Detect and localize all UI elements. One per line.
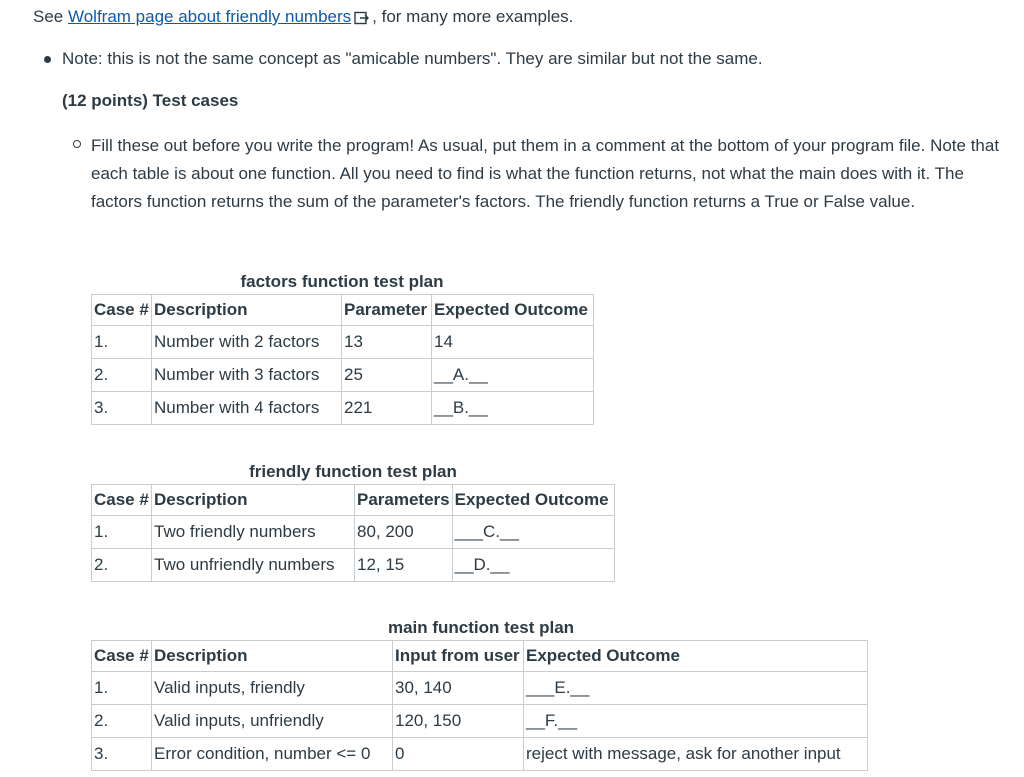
- column-header: Description: [152, 485, 355, 516]
- table-cell: 0: [393, 738, 524, 771]
- table-cell: 1.: [92, 516, 152, 549]
- table-row: [92, 516, 615, 549]
- column-header: Input from user: [393, 641, 524, 672]
- friendly-table: [91, 484, 615, 582]
- column-header: Case #: [92, 295, 152, 326]
- table-row: [92, 738, 868, 771]
- table-cell: Valid inputs, unfriendly: [152, 705, 393, 738]
- intro-prefix: See: [33, 7, 68, 26]
- column-header: Expected Outcome: [452, 485, 614, 516]
- table-cell: 13: [342, 326, 432, 359]
- table-cell: __B.__: [432, 392, 594, 425]
- table-row: [92, 549, 615, 582]
- friendly-table-caption: friendly function test plan: [249, 462, 457, 481]
- table-row: [92, 326, 594, 359]
- friendly-test-plan: [91, 460, 615, 582]
- circle-bullet-icon: [73, 140, 81, 148]
- table-cell: 25: [342, 359, 432, 392]
- factors-table-caption: factors function test plan: [240, 272, 444, 291]
- table-row: [92, 359, 594, 392]
- table-cell: reject with message, ask for another input: [524, 738, 868, 771]
- table-cell: 2.: [92, 359, 152, 392]
- table-cell: Two friendly numbers: [152, 516, 355, 549]
- table-row: [92, 705, 868, 738]
- factors-table: [91, 294, 594, 425]
- table-cell: 120, 150: [393, 705, 524, 738]
- table-cell: 12, 15: [355, 549, 453, 582]
- table-cell: 1.: [92, 326, 152, 359]
- table-cell: Number with 2 factors: [152, 326, 342, 359]
- table-cell: 30, 140: [393, 672, 524, 705]
- table-header-row: [92, 295, 594, 326]
- table-cell: Valid inputs, friendly: [152, 672, 393, 705]
- table-cell: 80, 200: [355, 516, 453, 549]
- external-link-icon: [354, 9, 370, 31]
- table-cell: 2.: [92, 705, 152, 738]
- factors-test-plan: [91, 270, 594, 425]
- table-cell: Number with 3 factors: [152, 359, 342, 392]
- column-header: Parameter: [342, 295, 432, 326]
- column-header: Case #: [92, 485, 152, 516]
- table-cell: Error condition, number <= 0: [152, 738, 393, 771]
- table-cell: 3.: [92, 392, 152, 425]
- table-cell: __F.__: [524, 705, 868, 738]
- table-cell: ___E.__: [524, 672, 868, 705]
- table-cell: 14: [432, 326, 594, 359]
- column-header: Expected Outcome: [524, 641, 868, 672]
- main-test-plan: [91, 616, 871, 771]
- table-cell: __D.__: [452, 549, 614, 582]
- column-header: Description: [152, 295, 342, 326]
- note-text: Note: this is not the same concept as "amicable numbers". They are similar but not the same.: [62, 49, 763, 68]
- bullet-icon: [44, 56, 51, 63]
- table-header-row: [92, 485, 615, 516]
- column-header: Case #: [92, 641, 152, 672]
- table-cell: 3.: [92, 738, 152, 771]
- column-header: Expected Outcome: [432, 295, 594, 326]
- table-header-row: [92, 641, 868, 672]
- intro-suffix: , for many more examples.: [372, 7, 574, 26]
- table-row: [92, 392, 594, 425]
- table-cell: __A.__: [432, 359, 594, 392]
- intro-line: [33, 6, 573, 31]
- test-cases-heading: (12 points) Test cases: [62, 91, 239, 110]
- column-header: Description: [152, 641, 393, 672]
- wolfram-friendly-numbers-link[interactable]: Wolfram page about friendly numbers: [67, 7, 352, 26]
- table-cell: 221: [342, 392, 432, 425]
- table-cell: Number with 4 factors: [152, 392, 342, 425]
- main-table: [91, 640, 868, 771]
- table-cell: 2.: [92, 549, 152, 582]
- table-cell: ___C.__: [452, 516, 614, 549]
- table-cell: 1.: [92, 672, 152, 705]
- instructions-text: Fill these out before you write the program! As usual, put them in a comment at the bottom of your program file. Note that each table is about one function. All you need to find is what the function returns, not what the main does with it. The factors function returns the sum of the parameter's factors. The friendly function returns a True or False value.: [91, 136, 1000, 211]
- main-table-caption: main function test plan: [387, 618, 575, 637]
- column-header: Parameters: [355, 485, 453, 516]
- table-row: [92, 672, 868, 705]
- table-cell: Two unfriendly numbers: [152, 549, 355, 582]
